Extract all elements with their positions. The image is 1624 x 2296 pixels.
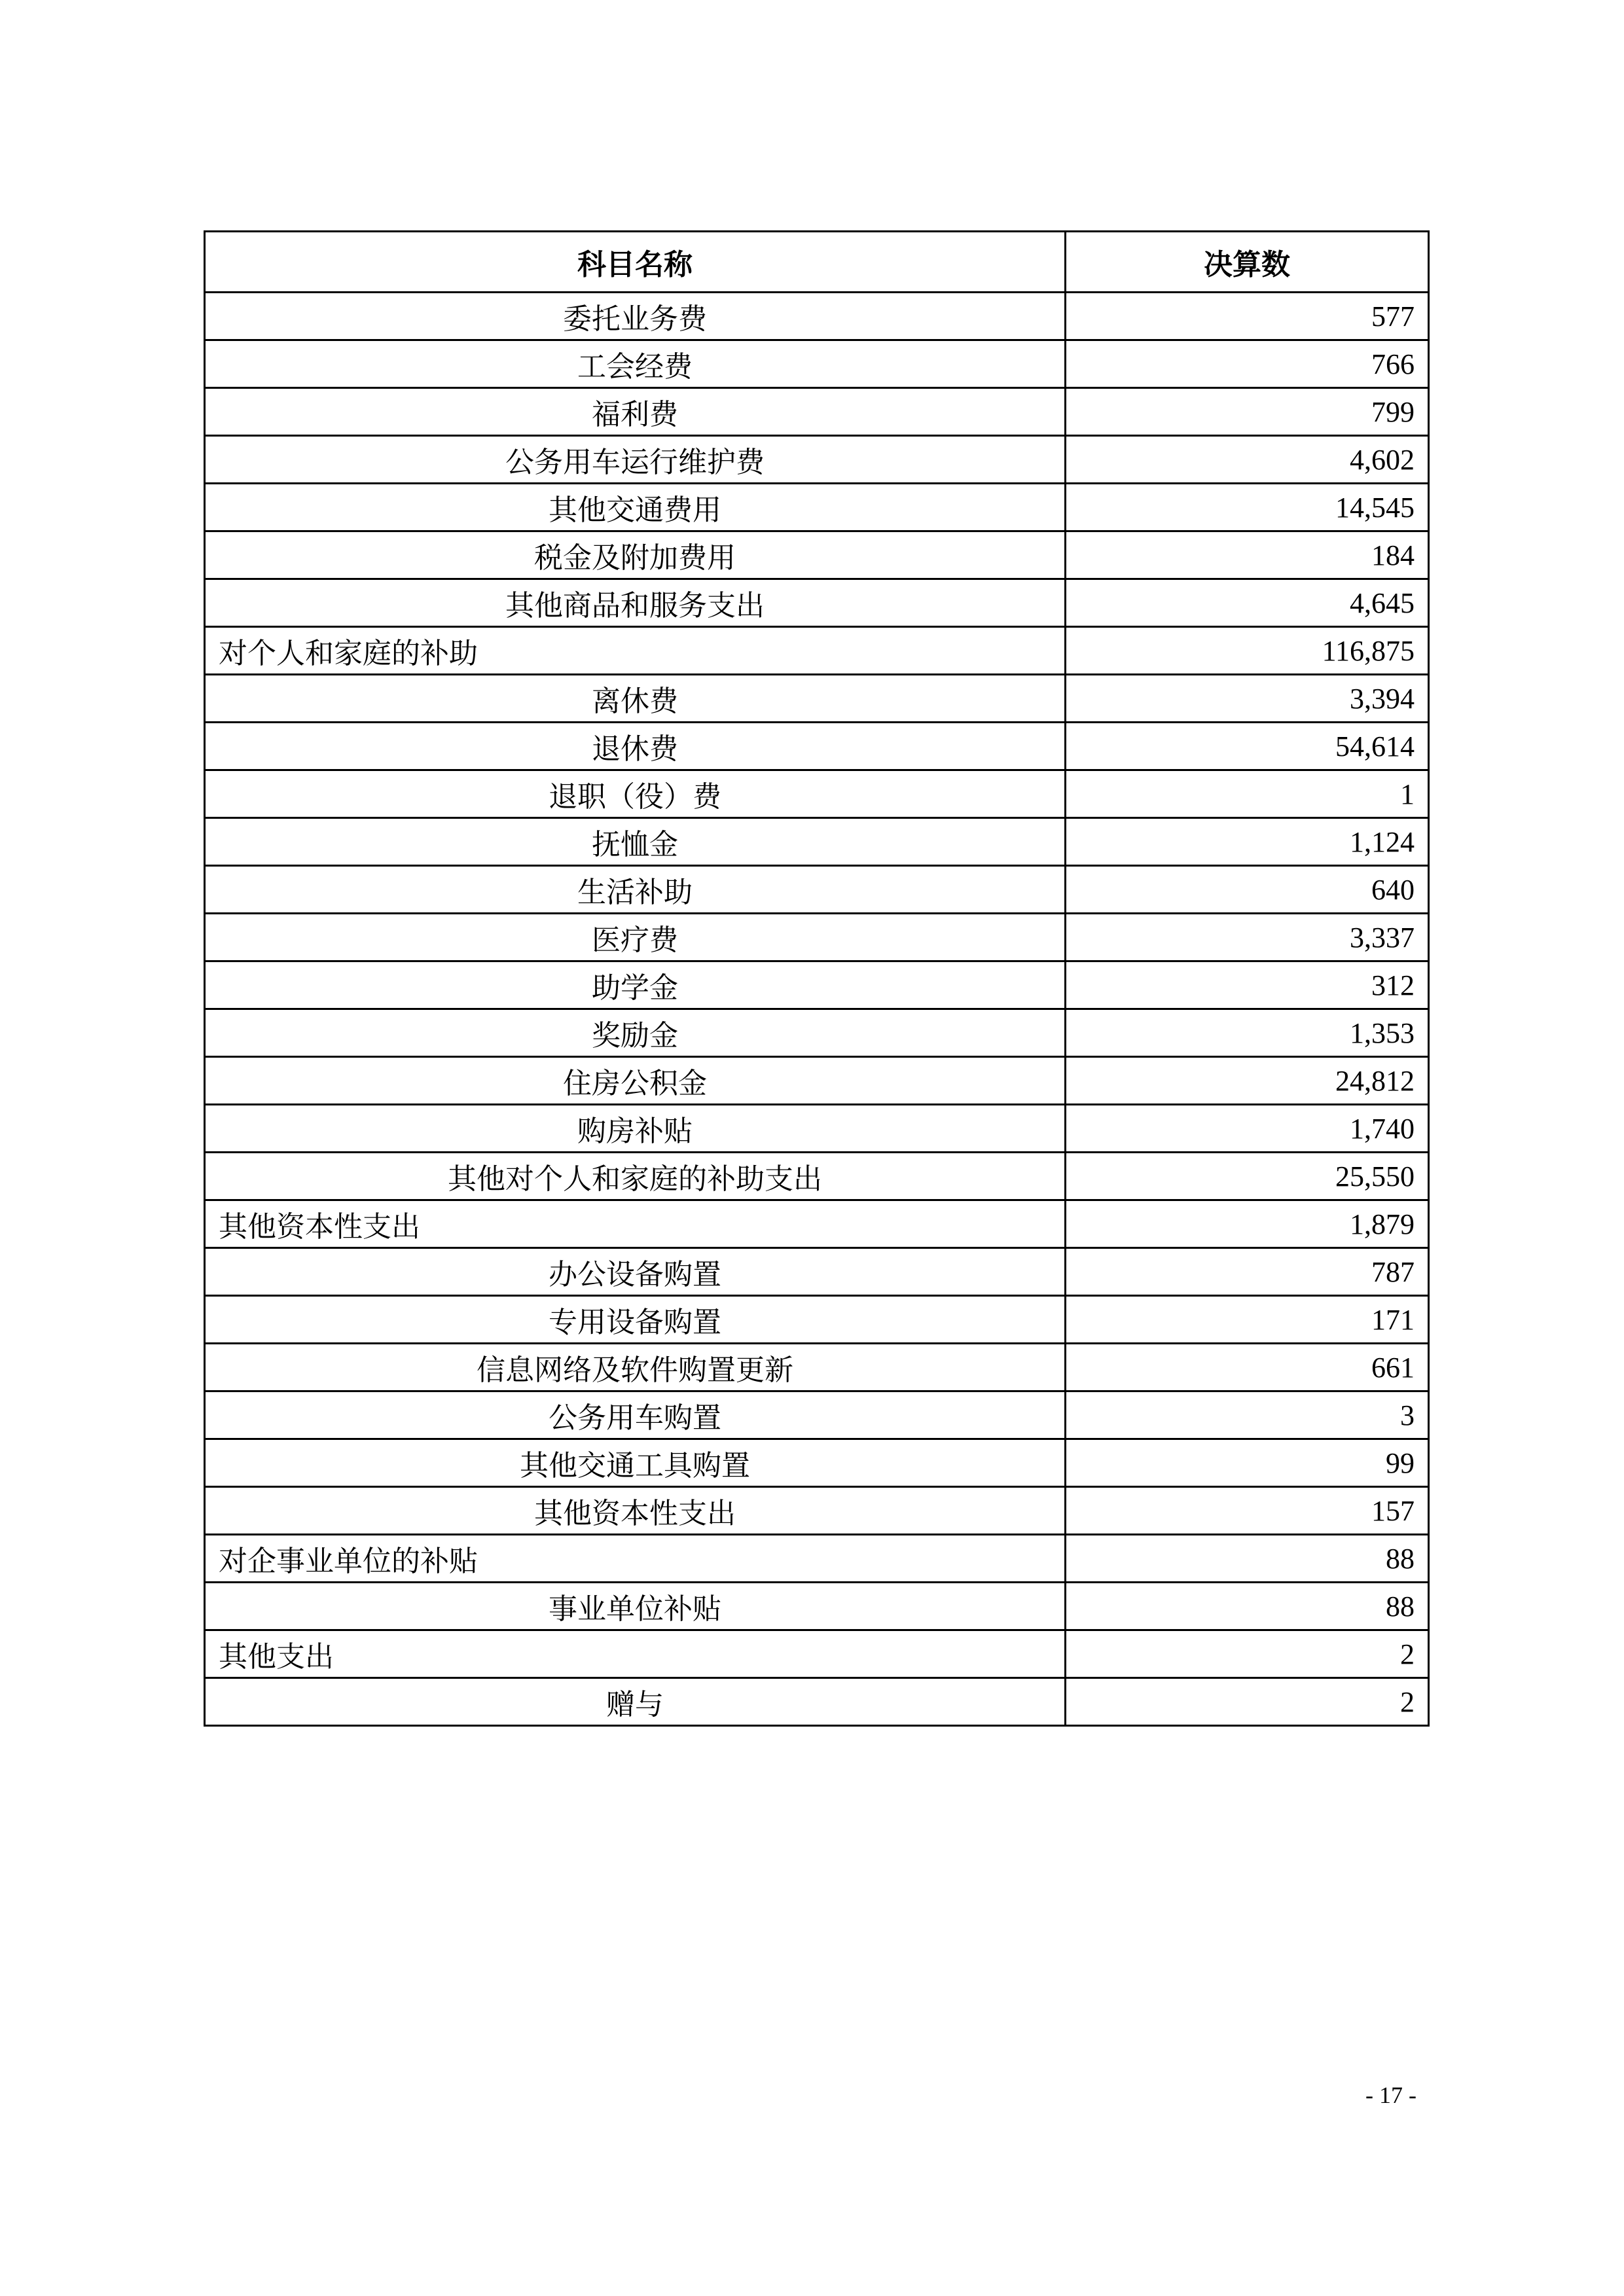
amount-cell: 24,812 — [1066, 1057, 1429, 1105]
amount-cell: 88 — [1066, 1535, 1429, 1583]
amount-cell: 640 — [1066, 866, 1429, 914]
header-final-amount: 决算数 — [1066, 232, 1429, 293]
subcategory-name-cell: 专用设备购置 — [205, 1296, 1066, 1344]
amount-cell: 184 — [1066, 531, 1429, 579]
table-row — [205, 388, 1429, 436]
amount-cell: 312 — [1066, 961, 1429, 1009]
header-row — [205, 232, 1429, 293]
amount-cell: 2 — [1066, 1630, 1429, 1678]
table-row — [205, 293, 1429, 340]
subcategory-name-cell: 奖励金 — [205, 1009, 1066, 1057]
subcategory-name-cell: 其他交通费用 — [205, 484, 1066, 531]
amount-cell: 25,550 — [1066, 1153, 1429, 1200]
subcategory-name-cell: 其他资本性支出 — [205, 1487, 1066, 1535]
category-name-cell: 其他支出 — [205, 1630, 1066, 1678]
subcategory-name-cell: 住房公积金 — [205, 1057, 1066, 1105]
table-row — [205, 340, 1429, 388]
table-row — [205, 436, 1429, 484]
table-row — [205, 1583, 1429, 1630]
amount-cell: 1,740 — [1066, 1105, 1429, 1153]
amount-cell: 2 — [1066, 1678, 1429, 1726]
subcategory-name-cell: 退休费 — [205, 723, 1066, 770]
subcategory-name-cell: 委托业务费 — [205, 293, 1066, 340]
table-row — [205, 484, 1429, 531]
table-row — [205, 914, 1429, 961]
amount-cell: 88 — [1066, 1583, 1429, 1630]
table-row — [205, 818, 1429, 866]
subcategory-name-cell: 福利费 — [205, 388, 1066, 436]
table-row — [205, 627, 1429, 675]
table-row — [205, 770, 1429, 818]
amount-cell: 99 — [1066, 1439, 1429, 1487]
amount-cell: 116,875 — [1066, 627, 1429, 675]
subcategory-name-cell: 公务用车购置 — [205, 1391, 1066, 1439]
table-row — [205, 961, 1429, 1009]
subcategory-name-cell: 离休费 — [205, 675, 1066, 723]
amount-cell: 1,879 — [1066, 1200, 1429, 1248]
amount-cell: 14,545 — [1066, 484, 1429, 531]
subcategory-name-cell: 抚恤金 — [205, 818, 1066, 866]
subcategory-name-cell: 生活补助 — [205, 866, 1066, 914]
table-row — [205, 1487, 1429, 1535]
amount-cell: 3,337 — [1066, 914, 1429, 961]
amount-cell: 799 — [1066, 388, 1429, 436]
subcategory-name-cell: 其他对个人和家庭的补助支出 — [205, 1153, 1066, 1200]
amount-cell: 4,602 — [1066, 436, 1429, 484]
amount-cell: 3 — [1066, 1391, 1429, 1439]
category-name-cell: 其他资本性支出 — [205, 1200, 1066, 1248]
subcategory-name-cell: 税金及附加费用 — [205, 531, 1066, 579]
subcategory-name-cell: 工会经费 — [205, 340, 1066, 388]
table-row — [205, 1344, 1429, 1391]
subcategory-name-cell: 其他交通工具购置 — [205, 1439, 1066, 1487]
table-header — [205, 232, 1429, 293]
table-row — [205, 723, 1429, 770]
amount-cell: 1,124 — [1066, 818, 1429, 866]
subcategory-name-cell: 办公设备购置 — [205, 1248, 1066, 1296]
amount-cell: 1,353 — [1066, 1009, 1429, 1057]
table-body — [205, 293, 1429, 1726]
category-name-cell: 对企事业单位的补贴 — [205, 1535, 1066, 1583]
amount-cell: 4,645 — [1066, 579, 1429, 627]
table-row — [205, 1439, 1429, 1487]
subcategory-name-cell: 退职（役）费 — [205, 770, 1066, 818]
table-row — [205, 1009, 1429, 1057]
category-name-cell: 对个人和家庭的补助 — [205, 627, 1066, 675]
table-row — [205, 1105, 1429, 1153]
amount-cell: 54,614 — [1066, 723, 1429, 770]
table-row — [205, 531, 1429, 579]
table-row — [205, 1678, 1429, 1726]
table-row — [205, 1296, 1429, 1344]
page-number: - 17 - — [1365, 2082, 1416, 2108]
amount-cell: 3,394 — [1066, 675, 1429, 723]
table-row — [205, 579, 1429, 627]
table-row — [205, 675, 1429, 723]
subcategory-name-cell: 公务用车运行维护费 — [205, 436, 1066, 484]
table-row — [205, 866, 1429, 914]
amount-cell: 157 — [1066, 1487, 1429, 1535]
table-row — [205, 1535, 1429, 1583]
subcategory-name-cell: 事业单位补贴 — [205, 1583, 1066, 1630]
table-row — [205, 1248, 1429, 1296]
subcategory-name-cell: 购房补贴 — [205, 1105, 1066, 1153]
amount-cell: 1 — [1066, 770, 1429, 818]
table-row — [205, 1057, 1429, 1105]
header-subject-name: 科目名称 — [205, 232, 1066, 293]
amount-cell: 171 — [1066, 1296, 1429, 1344]
table-row — [205, 1200, 1429, 1248]
subcategory-name-cell: 其他商品和服务支出 — [205, 579, 1066, 627]
amount-cell: 661 — [1066, 1344, 1429, 1391]
amount-cell: 787 — [1066, 1248, 1429, 1296]
subcategory-name-cell: 赠与 — [205, 1678, 1066, 1726]
table-row — [205, 1391, 1429, 1439]
subcategory-name-cell: 医疗费 — [205, 914, 1066, 961]
amount-cell: 577 — [1066, 293, 1429, 340]
subcategory-name-cell: 助学金 — [205, 961, 1066, 1009]
budget-table — [204, 230, 1430, 1727]
subcategory-name-cell: 信息网络及软件购置更新 — [205, 1344, 1066, 1391]
amount-cell: 766 — [1066, 340, 1429, 388]
table-row — [205, 1630, 1429, 1678]
table-row — [205, 1153, 1429, 1200]
